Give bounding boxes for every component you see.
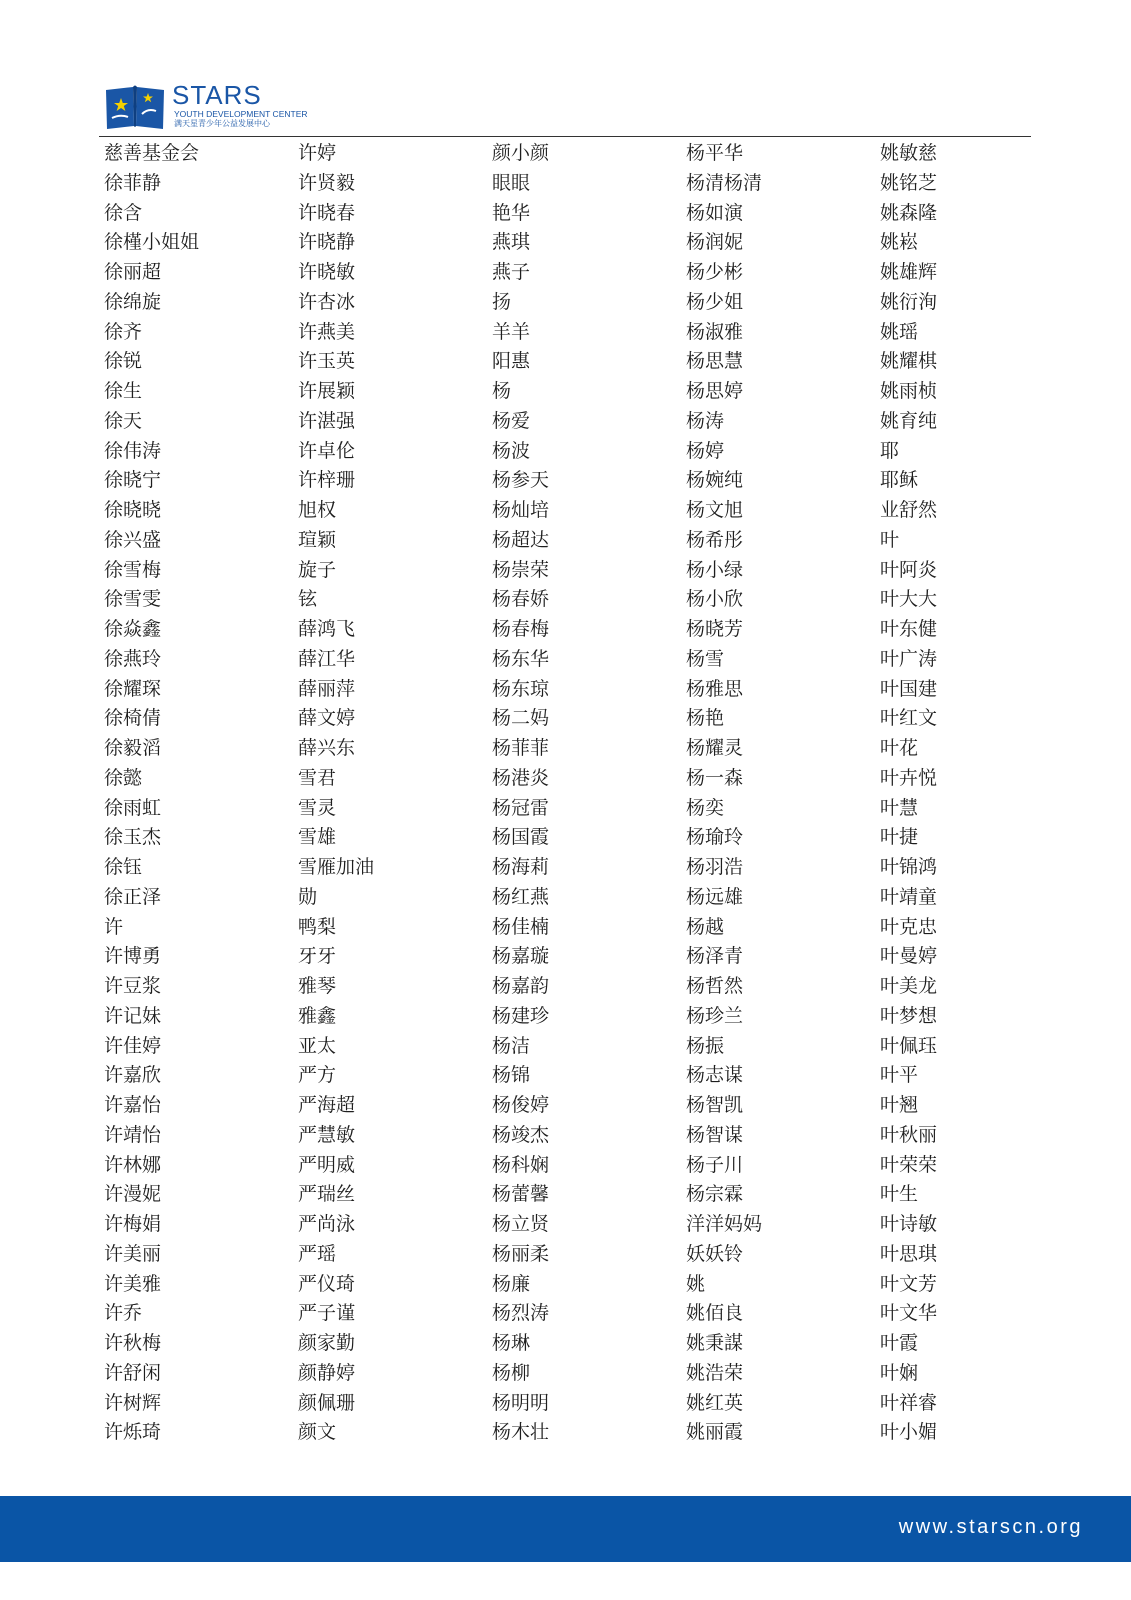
donor-name: 杨东华 <box>492 647 550 670</box>
donor-name: 杨小绿 <box>686 558 744 581</box>
donor-name: 颜佩珊 <box>298 1391 356 1414</box>
stars-logo <box>104 80 308 132</box>
donor-name: 许玉英 <box>298 350 356 373</box>
donor-name: 杨琳 <box>492 1332 531 1354</box>
donor-name: 杨雪 <box>686 647 725 670</box>
donor-name: 杨佳楠 <box>492 915 550 938</box>
donor-name: 许漫妮 <box>104 1183 162 1206</box>
donor-name: 杨俊婷 <box>492 1094 550 1116</box>
donor-name: 杨希彤 <box>686 528 744 551</box>
donor-name: 杨艳 <box>686 707 725 730</box>
donor-name: 姚铭芝 <box>880 171 938 194</box>
donor-name: 杨奕 <box>686 796 725 819</box>
donor-name: 杨小欣 <box>686 588 744 611</box>
donor-name: 姚浩荣 <box>686 1361 744 1384</box>
donor-name: 薛江华 <box>298 647 356 670</box>
donor-name: 徐雪雯 <box>104 588 162 611</box>
donor-name: 徐椅倩 <box>104 707 162 730</box>
donor-name: 杨二妈 <box>492 707 550 730</box>
donor-name: 杨东琼 <box>492 677 550 700</box>
donor-name: 杨崇荣 <box>492 558 550 581</box>
donor-name: 叶娴 <box>880 1361 919 1384</box>
donor-name: 杨远雄 <box>686 885 744 908</box>
donor-name: 徐兴盛 <box>104 528 162 551</box>
donor-name: 姚瑶 <box>880 320 919 343</box>
donor-name: 洋洋妈妈 <box>686 1213 763 1235</box>
donor-name: 杨智凯 <box>686 1094 744 1116</box>
donor-name: 杨一森 <box>686 766 744 789</box>
donor-name: 叶诗敏 <box>880 1213 938 1235</box>
donor-name: 许舒闲 <box>104 1361 162 1384</box>
donor-name: 杨涛 <box>686 409 725 432</box>
donor-name: 叶梦想 <box>880 1004 938 1027</box>
donor-name: 姚森隆 <box>880 201 938 224</box>
name-column <box>492 139 686 1448</box>
donor-name: 铉 <box>298 588 318 611</box>
donor-name: 许卓伦 <box>298 439 356 462</box>
donor-name: 徐齐 <box>104 320 143 343</box>
donor-name: 徐菲静 <box>104 171 162 194</box>
donor-name: 叶慧 <box>880 796 919 819</box>
donor-name: 许 <box>104 915 124 938</box>
donor-name: 妖妖铃 <box>686 1242 744 1265</box>
donor-name: 许豆浆 <box>104 975 162 997</box>
donor-name: 叶小媚 <box>880 1421 938 1444</box>
donor-name: 姚秉謀 <box>686 1332 744 1354</box>
donor-name: 徐晓晓 <box>104 499 162 521</box>
donor-name: 许贤毅 <box>298 171 356 194</box>
donor-name: 许晓静 <box>298 231 356 254</box>
donor-name: 雅鑫 <box>298 1004 337 1027</box>
donor-name: 杨哲然 <box>686 975 744 997</box>
donor-name: 杨文旭 <box>686 499 744 521</box>
donor-name: 杨春梅 <box>492 618 550 640</box>
donor-name: 杨嘉璇 <box>492 945 550 968</box>
donor-name: 杨羽浩 <box>686 856 744 878</box>
donor-name: 徐天 <box>104 409 143 432</box>
donor-name: 姚耀棋 <box>880 350 938 373</box>
donor-name: 业舒然 <box>880 499 938 521</box>
donor-name: 徐含 <box>104 201 143 224</box>
donor-name: 艳华 <box>492 201 531 224</box>
donor-name: 叶荣荣 <box>880 1153 938 1176</box>
donor-name: 杨波 <box>492 439 531 462</box>
donor-name: 严子谨 <box>298 1302 356 1325</box>
donor-name: 徐焱鑫 <box>104 618 162 640</box>
donor-name: 叶广涛 <box>880 647 938 670</box>
donor-name: 杨烈涛 <box>492 1302 550 1325</box>
donor-name: 扬 <box>492 290 512 313</box>
donor-name: 严仪琦 <box>298 1272 356 1295</box>
donor-name: 姚敏慈 <box>880 142 938 164</box>
donor-name: 许秋梅 <box>104 1332 162 1354</box>
donor-name: 叶大大 <box>880 588 938 611</box>
donor-name: 颜小颜 <box>492 142 550 164</box>
donor-name: 杨木壮 <box>492 1421 550 1444</box>
donor-name: 杨锦 <box>492 1064 531 1087</box>
donor-name: 杨婉纯 <box>686 469 744 492</box>
donor-name: 杨思婷 <box>686 380 744 402</box>
donor-name: 叶平 <box>880 1064 919 1087</box>
donor-name: 叶国建 <box>880 677 938 700</box>
donor-name: 叶卉悦 <box>880 766 938 789</box>
donor-name: 薛鸿飞 <box>298 618 356 640</box>
donor-name: 薛兴东 <box>298 737 356 759</box>
donor-name: 颜静婷 <box>298 1361 356 1384</box>
donor-name: 杨振 <box>686 1034 725 1057</box>
donor-name: 叶思琪 <box>880 1242 938 1265</box>
donor-name: 亚太 <box>298 1034 337 1057</box>
donor-name: 杨蕾馨 <box>492 1183 550 1206</box>
donor-name: 许展颖 <box>298 380 356 402</box>
donor-name: 瑄颖 <box>298 528 337 551</box>
donor-name: 杨春娇 <box>492 588 550 611</box>
name-column <box>880 139 1074 1448</box>
donor-name: 徐耀琛 <box>104 677 162 700</box>
donor-name: 许嘉欣 <box>104 1064 162 1087</box>
donor-name: 叶霞 <box>880 1332 919 1354</box>
name-column <box>298 139 492 1448</box>
donor-name: 姚丽霞 <box>686 1421 744 1444</box>
donor-name: 徐晓宁 <box>104 469 162 492</box>
donor-name: 姚 <box>686 1272 706 1295</box>
donor-name: 许杏冰 <box>298 290 356 313</box>
donor-name: 杨立贤 <box>492 1213 550 1235</box>
donor-name: 叶克忠 <box>880 915 938 938</box>
donor-name: 燕琪 <box>492 231 531 254</box>
donor-name: 徐燕玲 <box>104 647 162 670</box>
donor-name: 杨智谋 <box>686 1123 744 1146</box>
donor-name: 杨建珍 <box>492 1004 550 1027</box>
donor-name: 许梓珊 <box>298 469 356 492</box>
donor-name: 许美雅 <box>104 1272 162 1295</box>
donor-name: 严海超 <box>298 1094 356 1116</box>
donor-name: 徐生 <box>104 380 143 402</box>
donor-name: 徐绵旋 <box>104 290 162 313</box>
donor-name: 薛文婷 <box>298 707 356 730</box>
donor-name: 叶花 <box>880 737 919 759</box>
header-divider <box>99 136 1031 137</box>
donor-name: 杨嘉韵 <box>492 975 550 997</box>
donor-name: 姚红英 <box>686 1391 744 1414</box>
name-column <box>686 139 880 1448</box>
donor-name: 叶 <box>880 528 900 551</box>
donor-name: 叶东健 <box>880 618 938 640</box>
donor-name: 颜家勤 <box>298 1332 356 1354</box>
donor-name: 杨少姐 <box>686 290 744 313</box>
donor-name: 杨雅思 <box>686 677 744 700</box>
donor-name: 严瑞丝 <box>298 1183 356 1206</box>
donor-name: 杨灿培 <box>492 499 550 521</box>
donor-name: 杨科娴 <box>492 1153 550 1176</box>
donor-name: 杨越 <box>686 915 725 938</box>
donor-name: 姚衍洵 <box>880 290 938 313</box>
donor-name: 杨冠雷 <box>492 796 550 819</box>
donor-name: 薛丽萍 <box>298 677 356 700</box>
donor-name: 雪灵 <box>298 796 337 819</box>
donor-name: 雪雁加油 <box>298 856 375 878</box>
logo-title: STARS <box>172 80 262 110</box>
donor-name: 徐钰 <box>104 856 143 878</box>
donor-name: 眼眼 <box>492 171 531 194</box>
donor-name: 杨晓芳 <box>686 618 744 640</box>
donor-name: 杨竣杰 <box>492 1123 550 1146</box>
donor-name: 严尚泳 <box>298 1213 356 1235</box>
donor-name-list <box>104 139 1074 1448</box>
donor-name: 旋子 <box>298 558 337 581</box>
donor-name: 阳惠 <box>492 350 531 373</box>
donor-name: 杨少彬 <box>686 261 744 283</box>
donor-name: 姚雨桢 <box>880 380 938 402</box>
donor-name: 徐正泽 <box>104 885 162 908</box>
logo-subtitle-en: YOUTH DEVELOPMENT CENTER <box>174 109 308 119</box>
donor-name: 杨瑜玲 <box>686 826 744 849</box>
donor-name: 叶文芳 <box>880 1272 938 1295</box>
donor-name: 杨明明 <box>492 1391 550 1414</box>
donor-name: 叶翘 <box>880 1094 919 1116</box>
donor-name: 耶 <box>880 439 900 462</box>
donor-name: 叶靖童 <box>880 885 938 908</box>
donor-name: 颜文 <box>298 1421 337 1444</box>
donor-name: 姚雄辉 <box>880 261 938 283</box>
donor-name: 杨洁 <box>492 1034 531 1057</box>
donor-name: 严明威 <box>298 1153 356 1176</box>
donor-name: 杨平华 <box>686 142 744 164</box>
donor-name: 杨如演 <box>686 201 744 224</box>
name-column <box>104 139 298 1448</box>
donor-name: 徐玉杰 <box>104 826 162 849</box>
donor-name: 叶秋丽 <box>880 1123 938 1146</box>
donor-name: 燕子 <box>492 261 531 283</box>
donor-name: 徐槿小姐姐 <box>104 231 200 254</box>
donor-name: 徐丽超 <box>104 261 162 283</box>
donor-name: 姚崧 <box>880 231 919 254</box>
donor-name: 杨参天 <box>492 469 550 492</box>
donor-name: 徐毅滔 <box>104 737 162 759</box>
donor-name: 许乔 <box>104 1302 143 1325</box>
donor-name: 杨红燕 <box>492 885 550 908</box>
donor-name: 许婷 <box>298 142 337 164</box>
donor-name: 许博勇 <box>104 945 162 968</box>
donor-name: 许靖怡 <box>104 1123 162 1146</box>
footer-bar <box>0 1496 1131 1562</box>
donor-name: 叶佩珏 <box>880 1034 938 1057</box>
donor-name: 徐雨虹 <box>104 796 162 819</box>
donor-name: 许梅娟 <box>104 1213 162 1235</box>
donor-name: 严慧敏 <box>298 1123 356 1146</box>
donor-name: 许晓春 <box>298 201 356 224</box>
donor-name: 严方 <box>298 1064 337 1087</box>
donor-name: 牙牙 <box>298 945 337 968</box>
donor-name: 叶祥睿 <box>880 1391 938 1414</box>
donor-name: 杨珍兰 <box>686 1004 744 1027</box>
donor-name: 旭权 <box>298 499 337 521</box>
donor-name: 勋 <box>298 885 318 908</box>
donor-name: 叶生 <box>880 1183 919 1206</box>
donor-name: 慈善基金会 <box>104 142 200 164</box>
donor-name: 许美丽 <box>104 1242 162 1265</box>
donor-name: 叶阿炎 <box>880 558 938 581</box>
donor-name: 叶文华 <box>880 1302 938 1325</box>
stars-book-logo-icon <box>104 84 166 130</box>
donor-name: 耶稣 <box>880 469 919 492</box>
donor-name: 杨爱 <box>492 409 531 432</box>
donor-name: 杨海莉 <box>492 856 550 878</box>
donor-name: 杨婷 <box>686 439 725 462</box>
donor-name: 杨 <box>492 380 512 402</box>
donor-name: 徐雪梅 <box>104 558 162 581</box>
donor-name: 杨子川 <box>686 1153 744 1176</box>
donor-name: 杨泽青 <box>686 945 744 968</box>
donor-name: 叶美龙 <box>880 975 938 997</box>
donor-name: 许树辉 <box>104 1391 162 1414</box>
donor-name: 徐锐 <box>104 350 143 373</box>
donor-name: 杨超达 <box>492 528 550 551</box>
donor-name: 姚佰良 <box>686 1302 744 1325</box>
donor-name: 叶曼婷 <box>880 945 938 968</box>
donor-name: 杨耀灵 <box>686 737 744 759</box>
donor-name: 许烁琦 <box>104 1421 162 1444</box>
donor-name: 严瑶 <box>298 1242 337 1265</box>
donor-name: 杨淑雅 <box>686 320 744 343</box>
donor-name: 雅琴 <box>298 975 337 997</box>
donor-name: 姚育纯 <box>880 409 938 432</box>
donor-name: 羊羊 <box>492 320 531 343</box>
donor-name: 许记妹 <box>104 1004 162 1027</box>
donor-name: 杨宗霖 <box>686 1183 744 1206</box>
donor-name: 杨国霞 <box>492 826 550 849</box>
logo-subtitle-cn: 满天星青少年公益发展中心 <box>174 119 270 128</box>
donor-name: 鸭梨 <box>298 915 337 938</box>
donor-name: 许佳婷 <box>104 1034 162 1057</box>
donor-name: 叶红文 <box>880 707 938 730</box>
donor-name: 许晓敏 <box>298 261 356 283</box>
donor-name: 杨菲菲 <box>492 737 550 759</box>
donor-name: 杨志谋 <box>686 1064 744 1087</box>
donor-name: 叶捷 <box>880 826 919 849</box>
donor-name: 许嘉怡 <box>104 1094 162 1116</box>
donor-name: 徐伟涛 <box>104 439 162 462</box>
website-url: www.starscn.org <box>898 1516 1083 1538</box>
donor-name: 杨思慧 <box>686 350 744 373</box>
donor-name: 杨廉 <box>492 1272 531 1295</box>
donor-name: 许林娜 <box>104 1153 162 1176</box>
donor-name: 叶锦鸿 <box>880 856 938 878</box>
donor-name: 杨柳 <box>492 1361 531 1384</box>
donor-name: 许湛强 <box>298 409 356 432</box>
donor-name: 杨润妮 <box>686 231 744 254</box>
donor-name: 杨清杨清 <box>686 171 763 194</box>
donor-name: 雪君 <box>298 766 337 789</box>
donor-name: 许燕美 <box>298 320 356 343</box>
donor-name: 徐懿 <box>104 766 143 789</box>
donor-name: 杨港炎 <box>492 766 550 789</box>
donor-name: 雪雄 <box>298 826 337 849</box>
donor-name: 杨丽柔 <box>492 1242 550 1265</box>
